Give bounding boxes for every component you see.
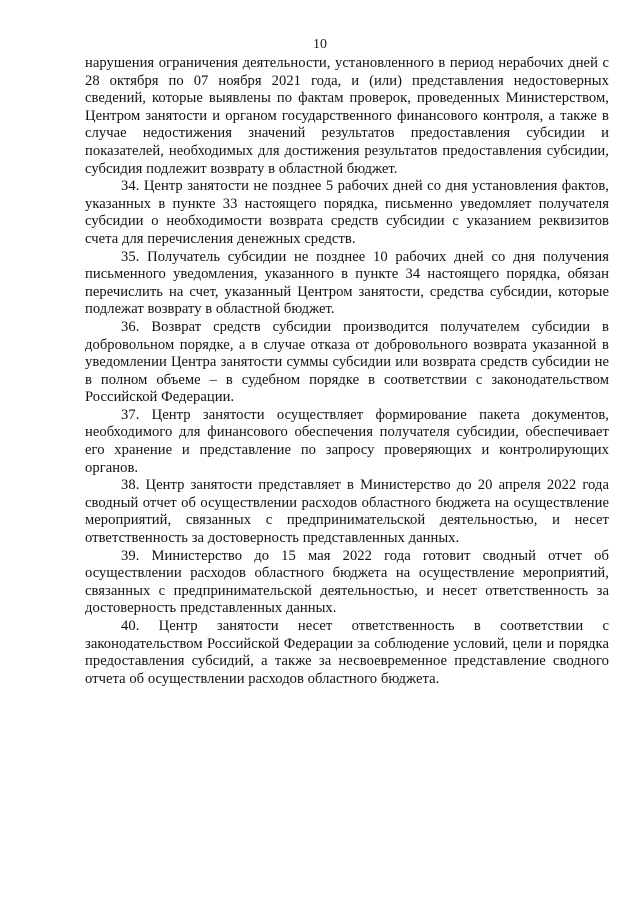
paragraph-39: 39. Министерство до 15 мая 2022 года готовит сводный отчет об осуществлении расходов областного бюджета на осуществление мероприятий, связанных с предпринимательской деятельностью, и несет ответственность за достоверность представленных данных.: [85, 547, 609, 617]
paragraph-38: 38. Центр занятости представляет в Министерство до 20 апреля 2022 года сводный отчет об осуществлении расходов областного бюджета на осуществление мероприятий, связанных с предпринимательской деятельностью, и несет ответственность за достоверность представленных данных.: [85, 477, 609, 547]
page-number: 10: [313, 37, 327, 52]
paragraph-40: 40. Центр занятости несет ответственность в соответствии с законодательством Российской Федерации за соблюдение условий, цели и порядка предоставления субсидий, а также за несвоевременное представление сводного отчета об осуществлении расходов областного бюджета.: [85, 618, 609, 687]
paragraph-37: 37. Центр занятости осуществляет формирование пакета документов, необходимого для финансового обеспечения получателя субсидии, обеспечивает его хранение и представление по запросу проверяющих и контролирующих органов.: [85, 406, 609, 476]
paragraph-35: 35. Получатель субсидии не позднее 10 рабочих дней со дня получения письменного уведомления, указанного в пункте 34 настоящего порядка, обязан перечислить на счет, указанный Центром занятости, средства субсидии, которые подлежат возврату в областной бюджет.: [85, 248, 609, 318]
document-body: [85, 55, 609, 688]
paragraph-continuation: нарушения ограничения деятельности, установленного в период нерабочих дней с 28 октября по 07 ноября 2021 года, и (или) представления недостоверных сведений, которые выявлены по фактам проверок, проведенных Министерством, Центром занятости и органом государственного финансового контроля, а также в случае недостижения значений результатов предоставления субсидии и показателей, необходимых для достижения результатов предоставления субсидии, субсидия подлежит возврату в областной бюджет.: [85, 55, 609, 177]
paragraph-36: 36. Возврат средств субсидии производится получателем субсидии в добровольном порядке, а в случае отказа от добровольного возврата указанной в уведомлении Центра занятости суммы субсидии или возврата средств субсидии не в полном объеме – в судебном порядке в соответствии с законодательством Российской Федерации.: [85, 318, 609, 406]
paragraph-34: 34. Центр занятости не позднее 5 рабочих дней со дня установления фактов, указанных в пункте 33 настоящего порядка, письменно уведомляет получателя субсидии о необходимости возврата средств субсидии с указанием реквизитов счета для перечисления денежных средств.: [85, 178, 609, 247]
